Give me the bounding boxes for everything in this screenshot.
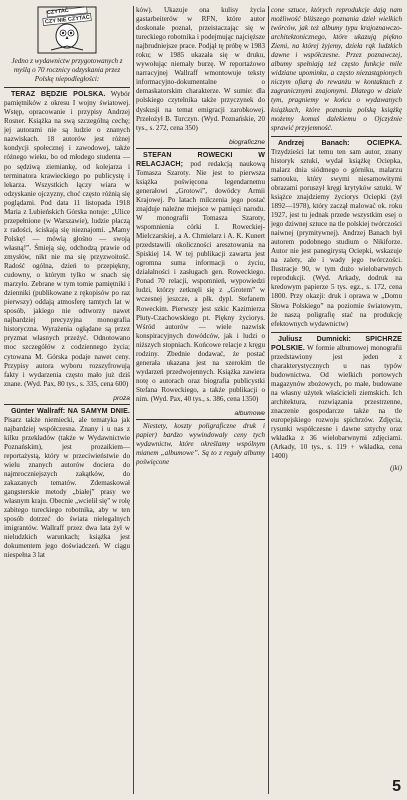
article-continuation: ków). Ukazuje ona kulisy życia gastarbeiterów w RFN, które autor doskonale poznał, przeistaczając się w tureckiego robotnika i podejmując najcięższe najbrudniejsze prace. Podjął tę próbę w 1983 roku; w 1985 ukazała się w druku, wywołując niemały burzę. W reportażowo narracyjnej Wallraff wmontowuje teksty informacyjno-dokumentalne o demaskatorskim charakterze. W sumie: dla polskiego czytelnika także przyczynek do dyskusji na temat emigracji zarobkowej. Przełożył B. Turczyn. (Wyd. Poznańskie, 20 tys., s. 272, cena 350) bbox=[136, 6, 265, 132]
column-rule-2 bbox=[268, 6, 269, 794]
section-header-biograficzne: biograficzne bbox=[136, 136, 265, 149]
albumowe-intro bbox=[136, 422, 265, 467]
section-header-proza: proza bbox=[4, 392, 130, 405]
article-title: TERAZ BĘDZIE POLSKA. bbox=[11, 90, 106, 99]
article-body: W formie albumowej monografii przedstawiony jest jeden z charakterystycznych u nas typów budownictwa. Od wielkich portowych magazynów zbożowych, po małe, budowane na własny użytek właścicieli ziemskich. Ich architektura, rozwiązania przestrzenne, znaczenie gospodarcze także na tle europejskiego rozwoju spichrzów. Zdjęcia, rysunki współczesne i dawne sztychy oraz wkładka z 36 wielobarwnymi zdjęciami. (Arkady, 10 tys., s. 119 + wkładka, cena 1400) bbox=[271, 343, 402, 461]
column-2 bbox=[136, 6, 265, 796]
column-3 bbox=[271, 6, 402, 796]
article-title: OCIEPKA. bbox=[366, 138, 402, 147]
divider bbox=[271, 332, 402, 333]
albumowe-text: Niestety, koszty poligraficzne druk i papier) bardzo wywindowały ceny tych wydawnictw, które określamy wspólnym mianem „albumowe”. Są to z reguły albumy poświęcone bbox=[136, 422, 265, 467]
column-rule-1 bbox=[133, 6, 134, 794]
page-number: 5 bbox=[392, 778, 401, 795]
divider bbox=[4, 87, 130, 88]
section-header-albumowe: albumowe bbox=[136, 407, 265, 420]
article-teraz-bedzie-polska bbox=[4, 90, 130, 389]
article-title: NA SAMYM DNIE. bbox=[67, 406, 130, 415]
divider bbox=[271, 136, 402, 137]
article-title: W RELACJACH; bbox=[136, 150, 265, 168]
article-author: Günter Wallraff: bbox=[11, 406, 66, 415]
intro-note bbox=[4, 57, 130, 84]
article-ociepka bbox=[271, 139, 402, 329]
czytac-logo bbox=[37, 6, 97, 54]
article-body: Trzydzieści lat temu ten sam autor, znany historyk sztuki, wydał książkę Ociepka, malarz dnia siódmego o górniku, malarzu samouku, który swymi niesamowitymi obrazami poruszył kręgi krytyków sztuki. W książce znajdziemy życiorys Ociepki (żył 1892—1978), który zaczął malować ok. roku 1927, jest tu jednak przede wszystkim esej o jego dziwnej sztuce na tle polskiej twórczości naiwnej (prymitywnej). Andrzej Banach był autorem podobnego studium o Nikiforze. Autor nie jest panegirystą Ociepki, wskazuje na zalety, ale i wady jego twórczości. Ilustracje 90, w tym dużo wielobarwnych reprodukcji. (Wyd. Arkady, dodruk na kredowym papierze 5 tys. egz., s. 172, cena 1800. Przy okazji: druk i oprawa w „Domu Słowa Polskiego” na poziomie światowym, że naszą poligrafię stać na produkcję efektownych wydawnictw) bbox=[271, 147, 402, 328]
article-na-samym-dnie bbox=[4, 407, 130, 561]
article-author: Andrzej Banach: bbox=[278, 138, 350, 147]
column-1 bbox=[4, 6, 130, 796]
article-author: Juliusz Dumnicki: bbox=[278, 334, 351, 343]
article-author: STEFAN ROWECKI bbox=[143, 150, 233, 159]
article-spichrze-polskie bbox=[271, 335, 402, 462]
article-body: pod redakcją naukową Tomasza Szaroty. Nie jest to pierwsza książka poświęcona legendarnemu generałowi „Grotowi”, dowódcy Armii Krajowej. Po latach milczenia jego postać znajduje należne miejsce w pamięci narodu. W monografii Tomasza Szaroty, wspomnienia córki I. Roweckiej-Mielczarskiej, a A. Chmielarz i A. K. Kunert przedstawili okoliczności aresztowania na Spiskiej 14. W tej publikacji zawarta jest ogromna suma informacji o życiu, działalności i zasługach gen. Roweckiego. Ponad 70 relacji, wspomnień, wypowiedzi ludzi, którzy zetknęli się z „Grotem” w wczesnej jeszcze, a płk. dypl. Stefanem Roweckim. Pierwszy jest szkic Kazimierza Pluty-Czachowskiego pt. Piękny życiorys. Wśród autorów — wiele nazwisk konspiracyjnych dowódców, jak i ludzi o niższych stopniach. Końcowe relacje z kręgu rodziny. Zbednie dodawać, że postać generała ukazana jest na szerokim tle wydarzeń przedwojennych. Książka zawiera notę o autorach oraz biografia publicystki Stefana Roweckiego, a także publikacji o nim. (Wyd. Pax, 40 tys., s. 386, cena 1350) bbox=[136, 159, 265, 403]
article-body: Wybór pamiętników z okresu I wojny światowej. Wstęp, opracowanie i przypisy Andrzej Rosner. Książka na swą szczególną cechę; jej autorami nie są ludzie o znanych nazwiskach. 18 autorów jest różnej kondycji społecznej i zawodowej, także różnego wieku, bo od młodego studenta — po sędziwą ziemiankę, od kolejarza i terminatora krawieckiego po publicystę i lekarza. Wszystkich łączy wiara w odzyskanie ojczyzny, choć często różnią się poglądami. Pod data 11 listopada 1918 Maria z Lubieńskich Górska notuje: „Ulice przepełnione (w Warszawie), ludzie płaczą z radości, ściskają się nieznajomi. „Mamy Polskę! — mówią głośno — swoją własną!”. Śmieją się, odchodzą prawie od zmysłów, nikt nie ma się przyzwoitość. Radość ogólna, dzień to przepiękny, cudowny, o którym tylko w snach się marzyło. Zebrane w tym tomie pamiętniki i dzienniki (publikowane z rękopisów po raz pierwszy) oddają atmosferę tamtych lat w sposób, jakiego nie odtworzy nawet najbardziej precyzyjna monografia historyczna. Wyrażenia ogłądane są przez pryzmat własnych przeżyć. Odnotowano moc szczegółów z codziennego życia; cytowana M. Górska podaje nawet ceny. Przypisy autora wyboru rozszyfrowują fakty i wydarzenia często mało już dziś znane. (Wyd. Pax, 80 tys., s. 335, cena 600) bbox=[4, 90, 130, 388]
albumowe-continuation-text: cone sztuce, których reprodukcje dają nam możliwość bliższego poznania dzieł wielkich twórców, jak też albumy typu krajoznawczo-architektonicznego, które ukazują piękno Ziemi, na której żyjemy, dzieła rąk ludzkich dawne i współczesne. Przez poznawczej, albumy spełniają też często funkcje mile widziane upominku, a często niezastąpionych niczym ofiarą do rewanżu w kontaktach z zagranicznymi znajomymi. Dlatego w dziale tym, pragniemy w końcu o wydawanych książkach, które poznaniu polską książkę możemy komuś dalekiemu o Ojczyźnie sprawić przyjemność. bbox=[271, 6, 402, 132]
author-signature: (jki) bbox=[390, 464, 402, 473]
intro-text: Jedno z wydawnictw przygotowanych z myślą o 70 rocznicy odzyskania przez Polskę niepodległości: bbox=[11, 57, 123, 84]
logo-text-top: CZYTAĆ bbox=[46, 7, 70, 17]
logo-text-bottom: CZY NIE CZYTAĆ bbox=[44, 14, 91, 26]
article-body: Pisarz także niemiecki, ale tematyka jak najbardziej współczesna. Znany i u nas z kilku przekładów (także w Wydawnictwie Poznańskim), jest prozaikiem—reportażystą, który w przeciwieństwie do wielu znanych autorów dociera do najmroczniejszych zakątków, do zakazanych tematów. Zdemaskował gangsterskie metody „białej” prasy we własnym kraju. Obecnie „wcielił się” w rolę zabitego tureckiego robotnika, aby w ten sposób dotrzeć do świata nielegalnych imigrantów. Wallraff przez dwa lata żył w nieludzkich warunkach; książka jest dokumentem jego doświadczeń. W ciągu niespełna 3 lat bbox=[4, 415, 130, 560]
article-stefan-rowecki bbox=[136, 151, 265, 404]
albumowe-continuation bbox=[271, 6, 402, 133]
article-title: SPICHRZE POLSKIE. bbox=[271, 334, 402, 352]
